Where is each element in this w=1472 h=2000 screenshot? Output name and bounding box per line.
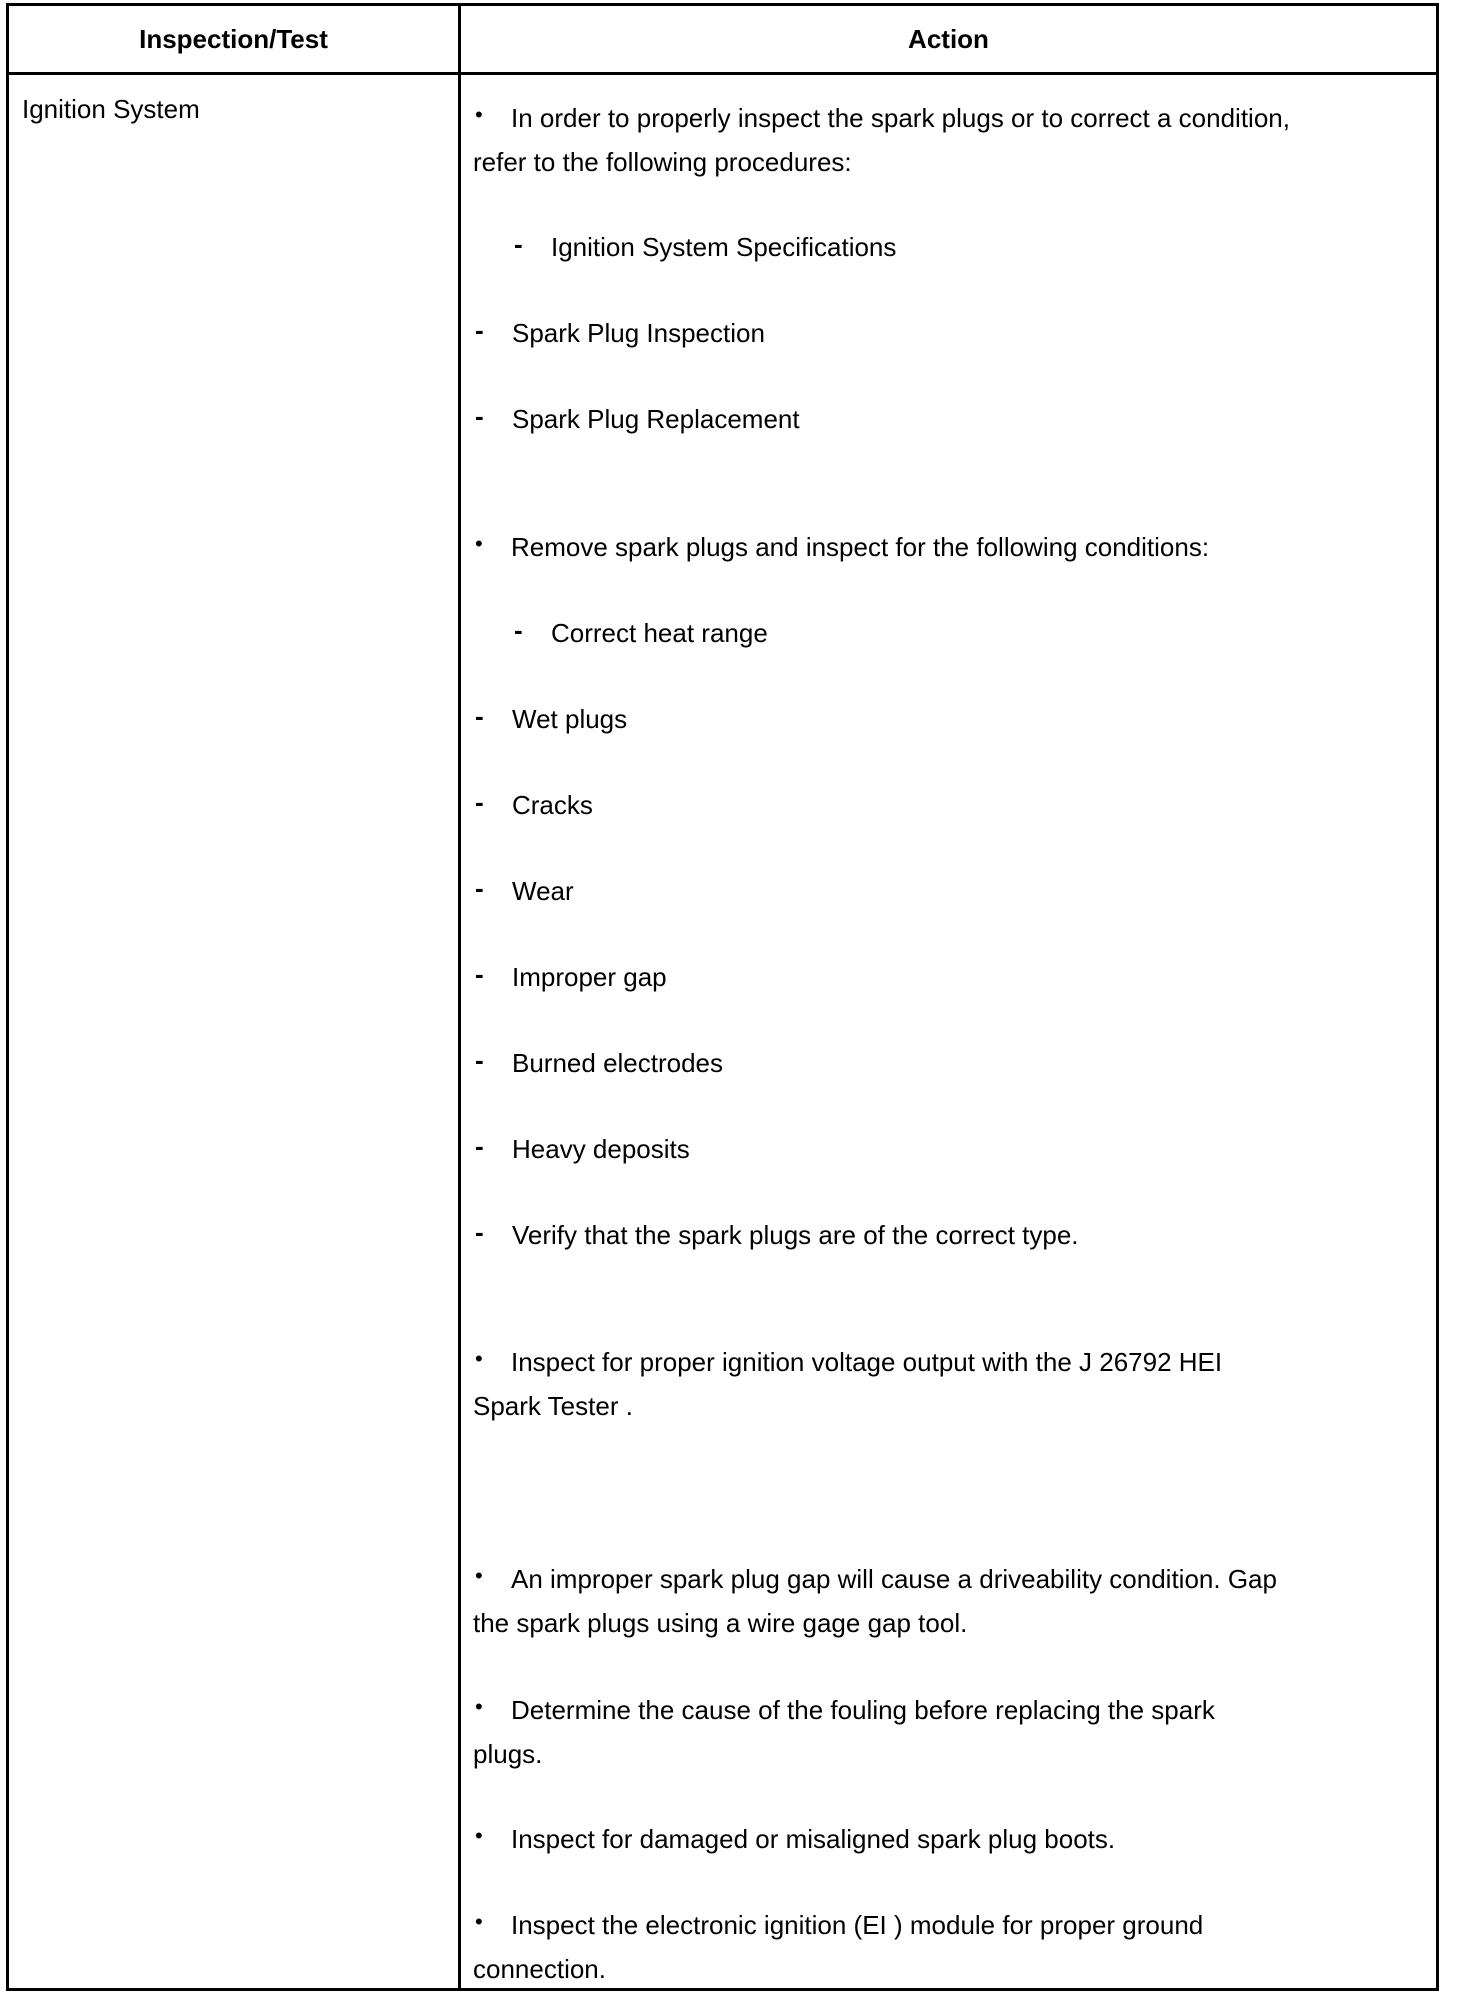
action-text: Ignition System Specifications	[551, 232, 897, 262]
action-text: Cracks	[512, 790, 593, 820]
action-text: Inspect for damaged or misaligned spark plug boots.	[511, 1824, 1116, 1854]
dash-marker: -	[475, 1045, 484, 1075]
action-text: plugs.	[473, 1739, 543, 1769]
bullet-marker: •	[475, 1823, 483, 1848]
action-text: Remove spark plugs and inspect for the following conditions:	[511, 532, 1210, 562]
dash-marker: -	[475, 873, 484, 903]
dash-marker: -	[514, 615, 523, 645]
action-text: refer to the following procedures:	[473, 147, 852, 177]
action-text: Spark Tester .	[473, 1391, 633, 1421]
action-text: Determine the cause of the fouling before replacing the spark	[511, 1695, 1215, 1725]
bullet-marker: •	[475, 102, 483, 127]
action-text: Inspect the electronic ignition (EI ) module for proper ground	[511, 1910, 1204, 1940]
bullet-marker: •	[475, 1346, 483, 1371]
action-text: Spark Plug Inspection	[512, 318, 765, 348]
dash-marker: -	[475, 401, 484, 431]
action-text: connection.	[473, 1954, 606, 1984]
header-divider	[9, 72, 1436, 75]
inspection-table	[6, 3, 1439, 1991]
header-action: Action	[908, 24, 989, 54]
action-text: Spark Plug Replacement	[512, 404, 800, 434]
action-text: An improper spark plug gap will cause a driveability condition. Gap	[511, 1564, 1277, 1594]
action-text: Heavy deposits	[512, 1134, 690, 1164]
dash-marker: -	[514, 229, 523, 259]
dash-marker: -	[475, 315, 484, 345]
bullet-marker: •	[475, 1694, 483, 1719]
action-text: Improper gap	[512, 962, 667, 992]
dash-marker: -	[475, 1217, 484, 1247]
action-text: Burned electrodes	[512, 1048, 724, 1078]
dash-marker: -	[475, 701, 484, 731]
column-divider	[458, 6, 461, 1988]
action-text: In order to properly inspect the spark plugs or to correct a condition,	[511, 103, 1290, 133]
action-text: Verify that the spark plugs are of the correct type.	[512, 1220, 1079, 1250]
dash-marker: -	[475, 787, 484, 817]
action-text: Inspect for proper ignition voltage output with the J 26792 HEI	[511, 1347, 1223, 1377]
bullet-marker: •	[475, 1563, 483, 1588]
header-inspection-test: Inspection/Test	[139, 24, 328, 54]
inspection-cell: Ignition System	[22, 94, 200, 124]
action-text: Wear	[512, 876, 574, 906]
action-text: the spark plugs using a wire gage gap tool.	[473, 1608, 968, 1638]
dash-marker: -	[475, 1131, 484, 1161]
bullet-marker: •	[475, 531, 483, 556]
dash-marker: -	[475, 959, 484, 989]
bullet-marker: •	[475, 1909, 483, 1934]
action-text: Correct heat range	[551, 618, 768, 648]
action-text: Wet plugs	[512, 704, 628, 734]
